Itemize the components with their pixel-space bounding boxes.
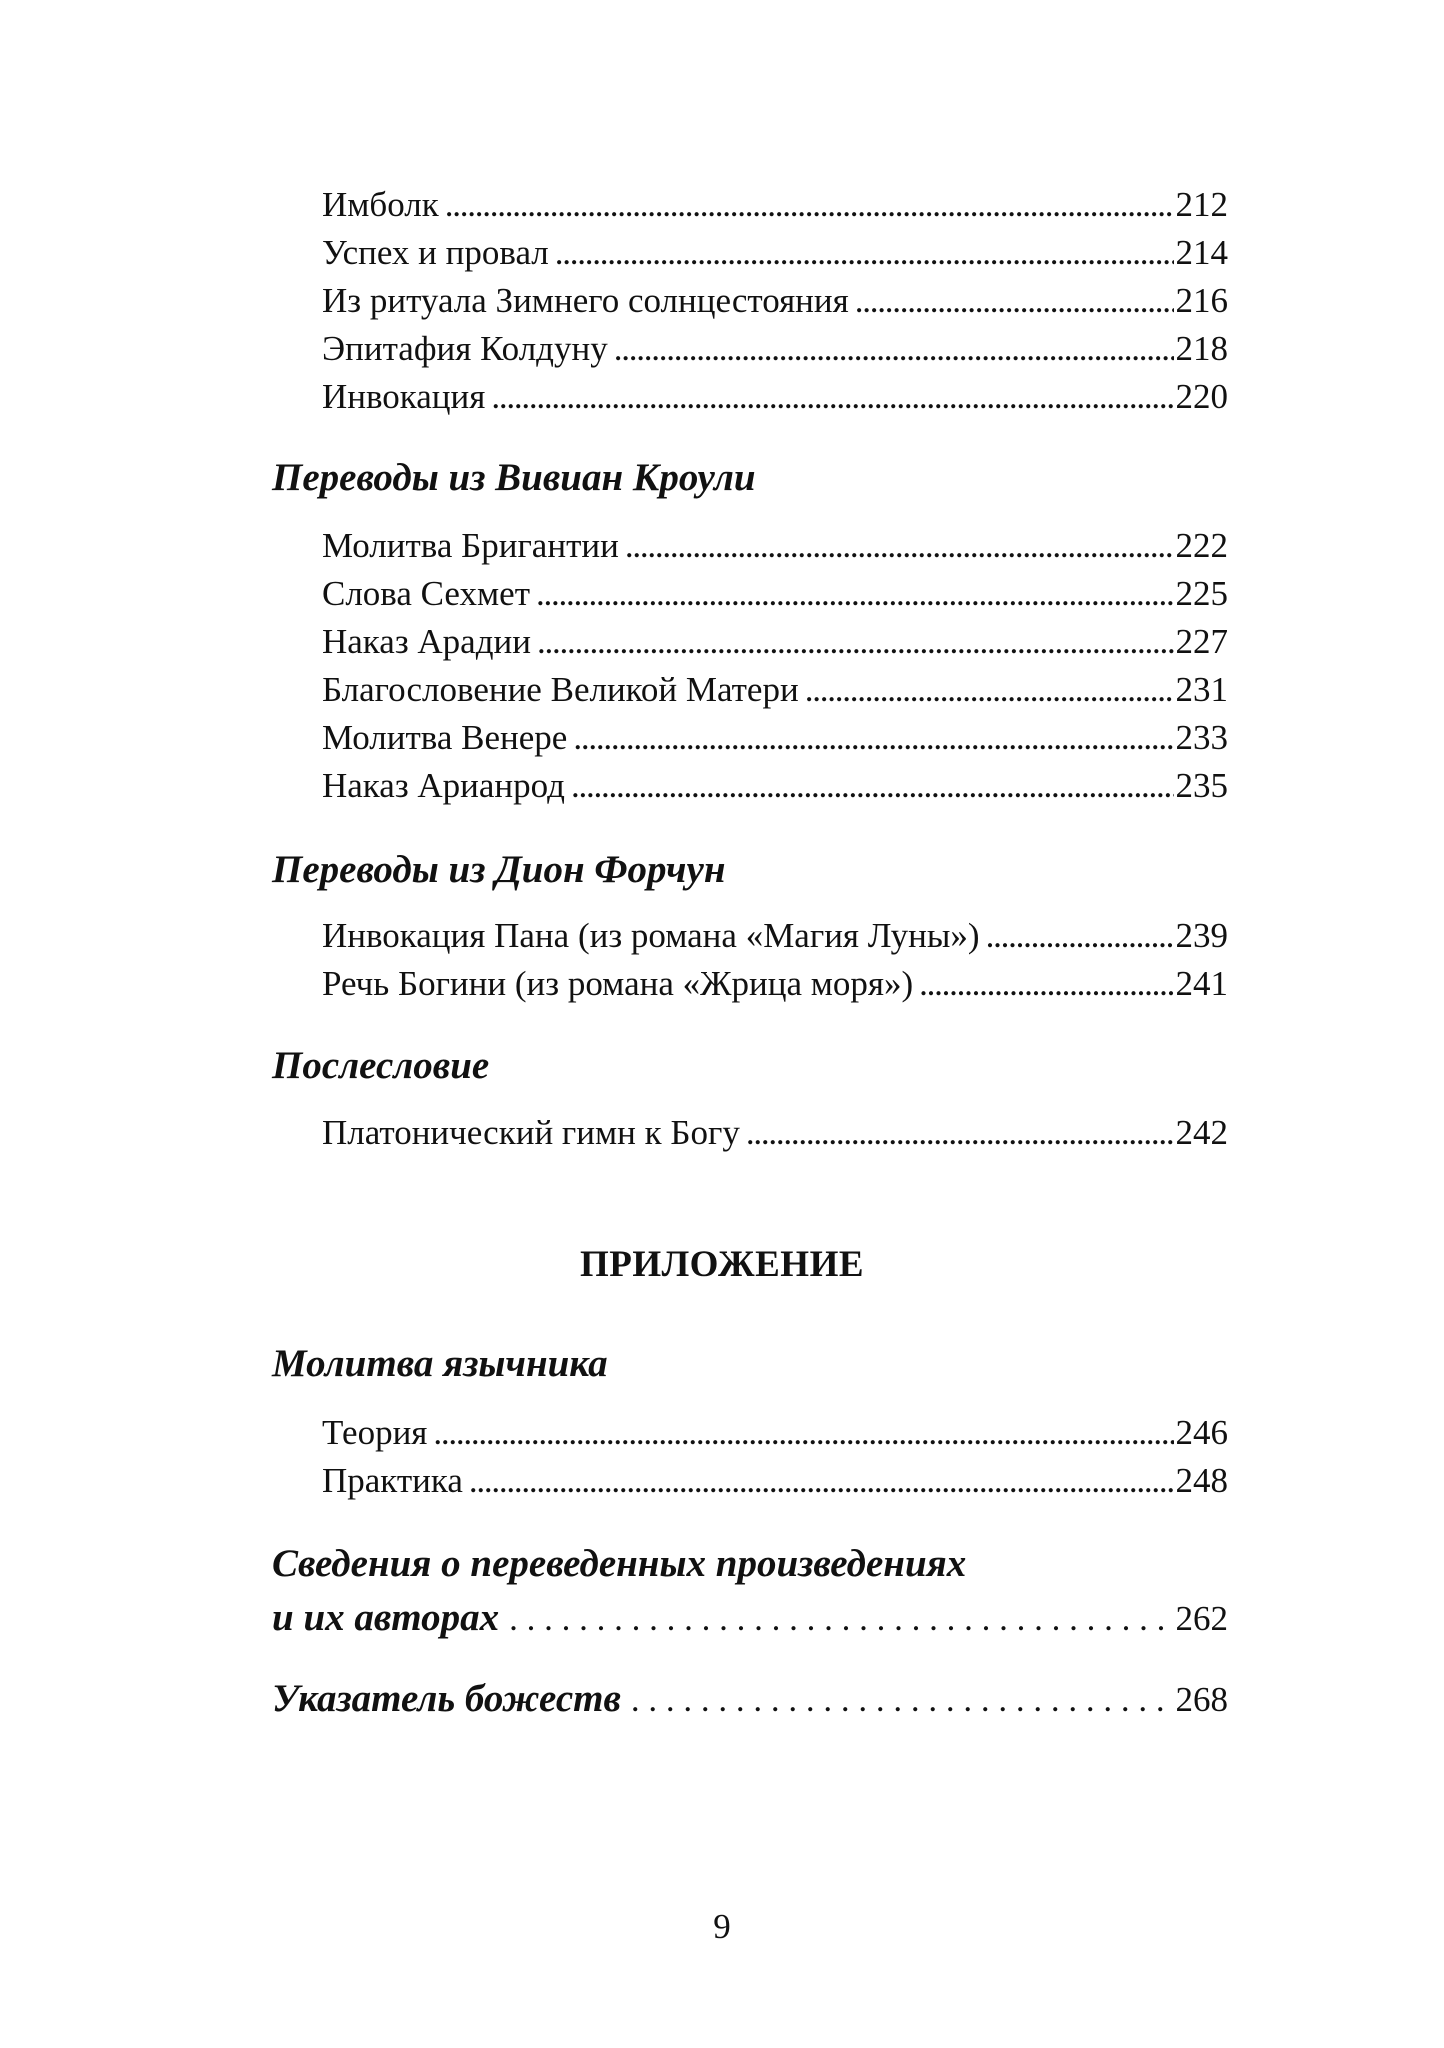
toc-entry-title: Молитва Венере — [322, 718, 568, 757]
toc-entry-title: Имболк — [322, 185, 439, 224]
section-heading: Переводы из Дион Форчун — [272, 848, 726, 891]
toc-entry-page: 248 — [1175, 1461, 1228, 1500]
toc-section-entry[interactable] — [272, 1677, 1228, 1722]
toc-section-entry[interactable] — [272, 1596, 1228, 1641]
toc-entry[interactable] — [322, 574, 1228, 614]
toc-entry-title: Наказ Арианрод — [322, 766, 565, 805]
toc-entry[interactable] — [322, 916, 1228, 956]
toc-entry-page: 235 — [1175, 766, 1228, 805]
toc-entry-page: 233 — [1175, 718, 1228, 757]
toc-entry-title: Практика — [322, 1461, 463, 1500]
toc-entry[interactable] — [322, 233, 1228, 273]
toc-entry-title: Речь Богини (из романа «Жрица моря») — [322, 964, 914, 1003]
dot-leader — [746, 1113, 1174, 1153]
toc-entry-title: Платонический гимн к Богу — [322, 1113, 740, 1152]
dot-leader — [986, 916, 1174, 956]
dot-leader — [555, 233, 1174, 273]
toc-entry-page: 227 — [1175, 622, 1228, 661]
toc-entry-title: Благословение Великой Матери — [322, 670, 799, 709]
toc-entry-title: Эпитафия Колдуну — [322, 329, 608, 368]
toc-entry[interactable] — [322, 526, 1228, 566]
page-number: 9 — [713, 1907, 731, 1946]
toc-entry-title: Успех и провал — [322, 233, 549, 272]
toc-entry[interactable] — [322, 766, 1228, 806]
toc-entry-page: 220 — [1175, 377, 1228, 416]
section-heading: Молитва язычника — [272, 1342, 608, 1385]
toc-entry-page: 212 — [1175, 185, 1228, 224]
toc-entry-title: Указатель божеств — [272, 1677, 621, 1720]
toc-entry-title: Инвокация — [322, 377, 486, 416]
dot-leader — [536, 574, 1174, 614]
toc-entry-title: и их авторах — [272, 1596, 500, 1639]
toc-entry-title: Инвокация Пана (из романа «Магия Луны») — [322, 916, 980, 955]
toc-entry-page: 242 — [1175, 1113, 1228, 1152]
appendix-heading: ПРИЛОЖЕНИЕ — [579, 1244, 865, 1285]
toc-entry[interactable] — [322, 281, 1228, 321]
toc-entry[interactable] — [322, 622, 1228, 662]
dot-leader — [614, 329, 1174, 369]
toc-entry-title: Из ритуала Зимнего солнцестояния — [322, 281, 849, 320]
toc-entry[interactable] — [322, 1413, 1228, 1453]
toc-entry[interactable] — [322, 670, 1228, 710]
dot-leader — [469, 1461, 1174, 1501]
dot-leader — [573, 718, 1173, 758]
toc-entry-page: 216 — [1175, 281, 1228, 320]
toc-entry-page: 214 — [1175, 233, 1228, 272]
dot-leader — [631, 1678, 1174, 1722]
toc-entry-page: 218 — [1175, 329, 1228, 368]
toc-entry-page: 268 — [1175, 1680, 1228, 1719]
toc-entry[interactable] — [322, 1461, 1228, 1501]
toc-entry-page: 246 — [1175, 1413, 1228, 1452]
dot-leader — [855, 281, 1174, 321]
dot-leader — [509, 1597, 1173, 1641]
section-heading: Послесловие — [272, 1044, 490, 1087]
toc-entry[interactable] — [322, 1113, 1228, 1153]
toc-entry-page: 262 — [1175, 1599, 1228, 1638]
section-heading: Сведения о переведенных произведениях — [272, 1542, 967, 1585]
toc-entry-page: 225 — [1175, 574, 1228, 613]
toc-entry-page: 239 — [1175, 916, 1228, 955]
toc-entry-title: Молитва Бригантии — [322, 526, 619, 565]
dot-leader — [571, 766, 1174, 806]
dot-leader — [537, 622, 1174, 662]
toc-entry-page: 241 — [1175, 964, 1228, 1003]
toc-entry-title: Теория — [322, 1413, 428, 1452]
toc-entry-title: Слова Сехмет — [322, 574, 530, 613]
toc-entry[interactable] — [322, 185, 1228, 225]
section-heading: Переводы из Вивиан Кроули — [272, 456, 756, 499]
dot-leader — [445, 185, 1174, 225]
dot-leader — [625, 526, 1174, 566]
toc-entry[interactable] — [322, 718, 1228, 758]
toc-entry-page: 222 — [1175, 526, 1228, 565]
toc-entry-title: Наказ Арадии — [322, 622, 531, 661]
toc-entry[interactable] — [322, 377, 1228, 417]
dot-leader — [491, 377, 1173, 417]
toc-entry[interactable] — [322, 964, 1228, 1004]
toc-entry[interactable] — [322, 329, 1228, 369]
dot-leader — [919, 964, 1173, 1004]
toc-entry-page: 231 — [1175, 670, 1228, 709]
dot-leader — [433, 1413, 1173, 1453]
dot-leader — [805, 670, 1174, 710]
